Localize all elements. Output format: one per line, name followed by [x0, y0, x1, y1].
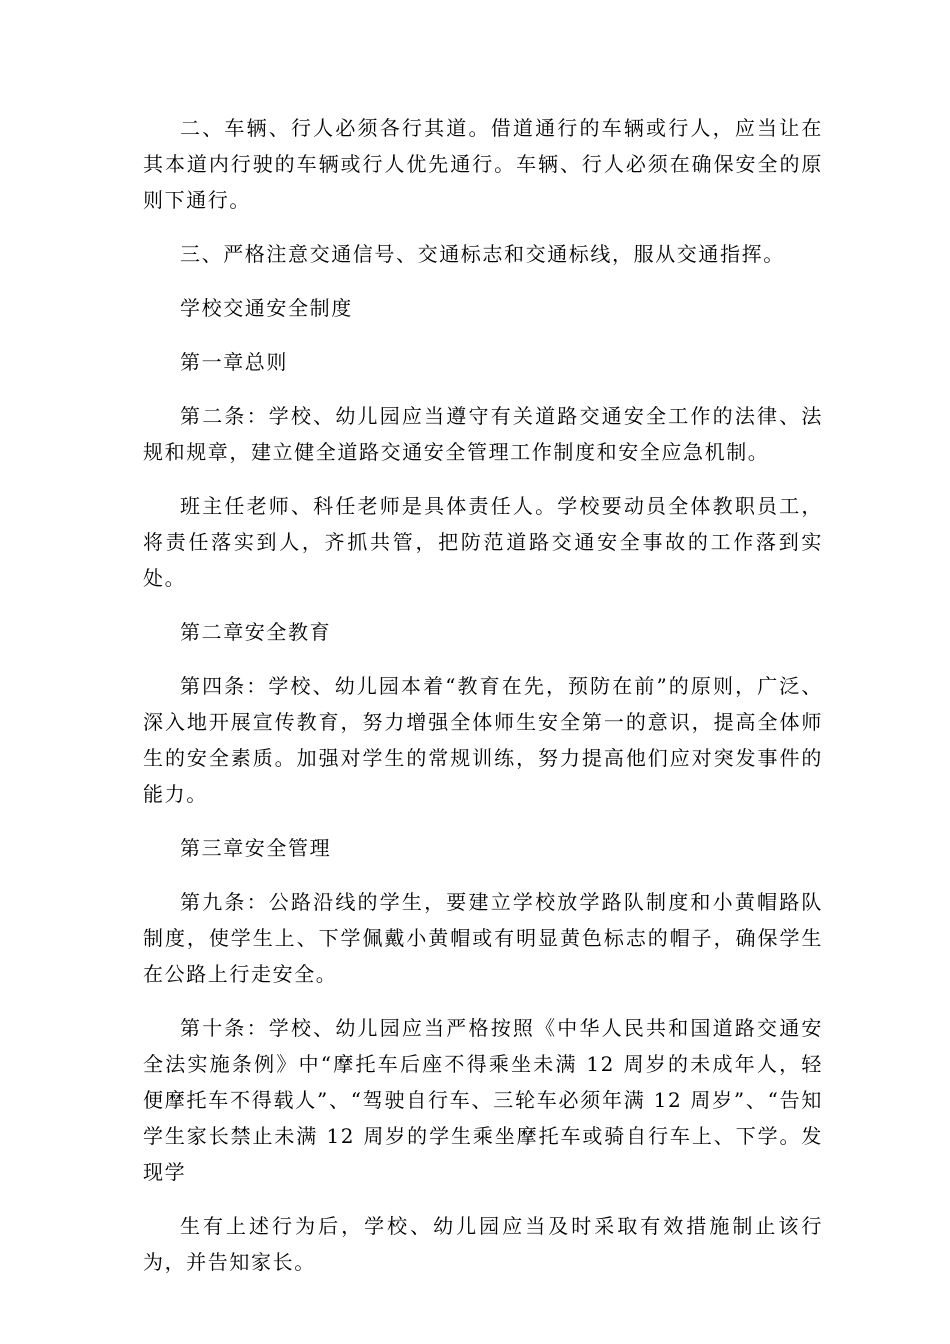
section-title: 学校交通安全制度 [180, 296, 353, 320]
chapter-heading-2: 第二章安全教育 [180, 620, 332, 644]
paragraph-rule-three: 三、严格注意交通信号、交通标志和交通标线，服从交通指挥。 [180, 242, 785, 266]
chapter-heading-1: 第一章总则 [180, 350, 288, 374]
responsibility-paragraph: 班主任老师、科任老师是具体责任人。学校要动员全体教职员工，将责任落实到人，齐抓共管，把防范道路交通安全事故的工作落到实处。 [143, 494, 823, 590]
article-10-continued: 生有上述行为后，学校、幼儿园应当及时采取有效措施制止该行为，并告知家长。 [143, 1214, 823, 1274]
article-9: 第九条：公路沿线的学生，要建立学校放学路队制度和小黄帽路队制度，使学生上、下学佩戴小黄帽或有明显黄色标志的帽子，确保学生在公路上行走安全。 [143, 890, 823, 986]
article-10: 第十条：学校、幼儿园应当严格按照《中华人民共和国道路交通安全法实施条例》中“摩托车后座不得乘坐未满 12 周岁的未成年人，轻便摩托车不得载人”、“驾驶自行车、三轮车必须年满 12 周岁”、“告知学生家长禁止未满 12 周岁的学生乘坐摩托车或骑自行车上、下学。发现学 [143, 1016, 823, 1184]
paragraph-rule-two: 二、车辆、行人必须各行其道。借道通行的车辆或行人，应当让在其本道内行驶的车辆或行人优先通行。车辆、行人必须在确保安全的原则下通行。 [143, 116, 823, 212]
article-4: 第四条：学校、幼儿园本着“教育在先，预防在前”的原则，广泛、深入地开展宣传教育，努力增强全体师生安全第一的意识，提高全体师生的安全素质。加强对学生的常规训练，努力提高他们应对突发事件的能力。 [143, 674, 823, 806]
chapter-heading-3: 第三章安全管理 [180, 836, 332, 860]
article-2: 第二条：学校、幼儿园应当遵守有关道路交通安全工作的法律、法规和规章，建立健全道路交通安全管理工作制度和安全应急机制。 [143, 404, 823, 464]
document-body [143, 110, 823, 1298]
